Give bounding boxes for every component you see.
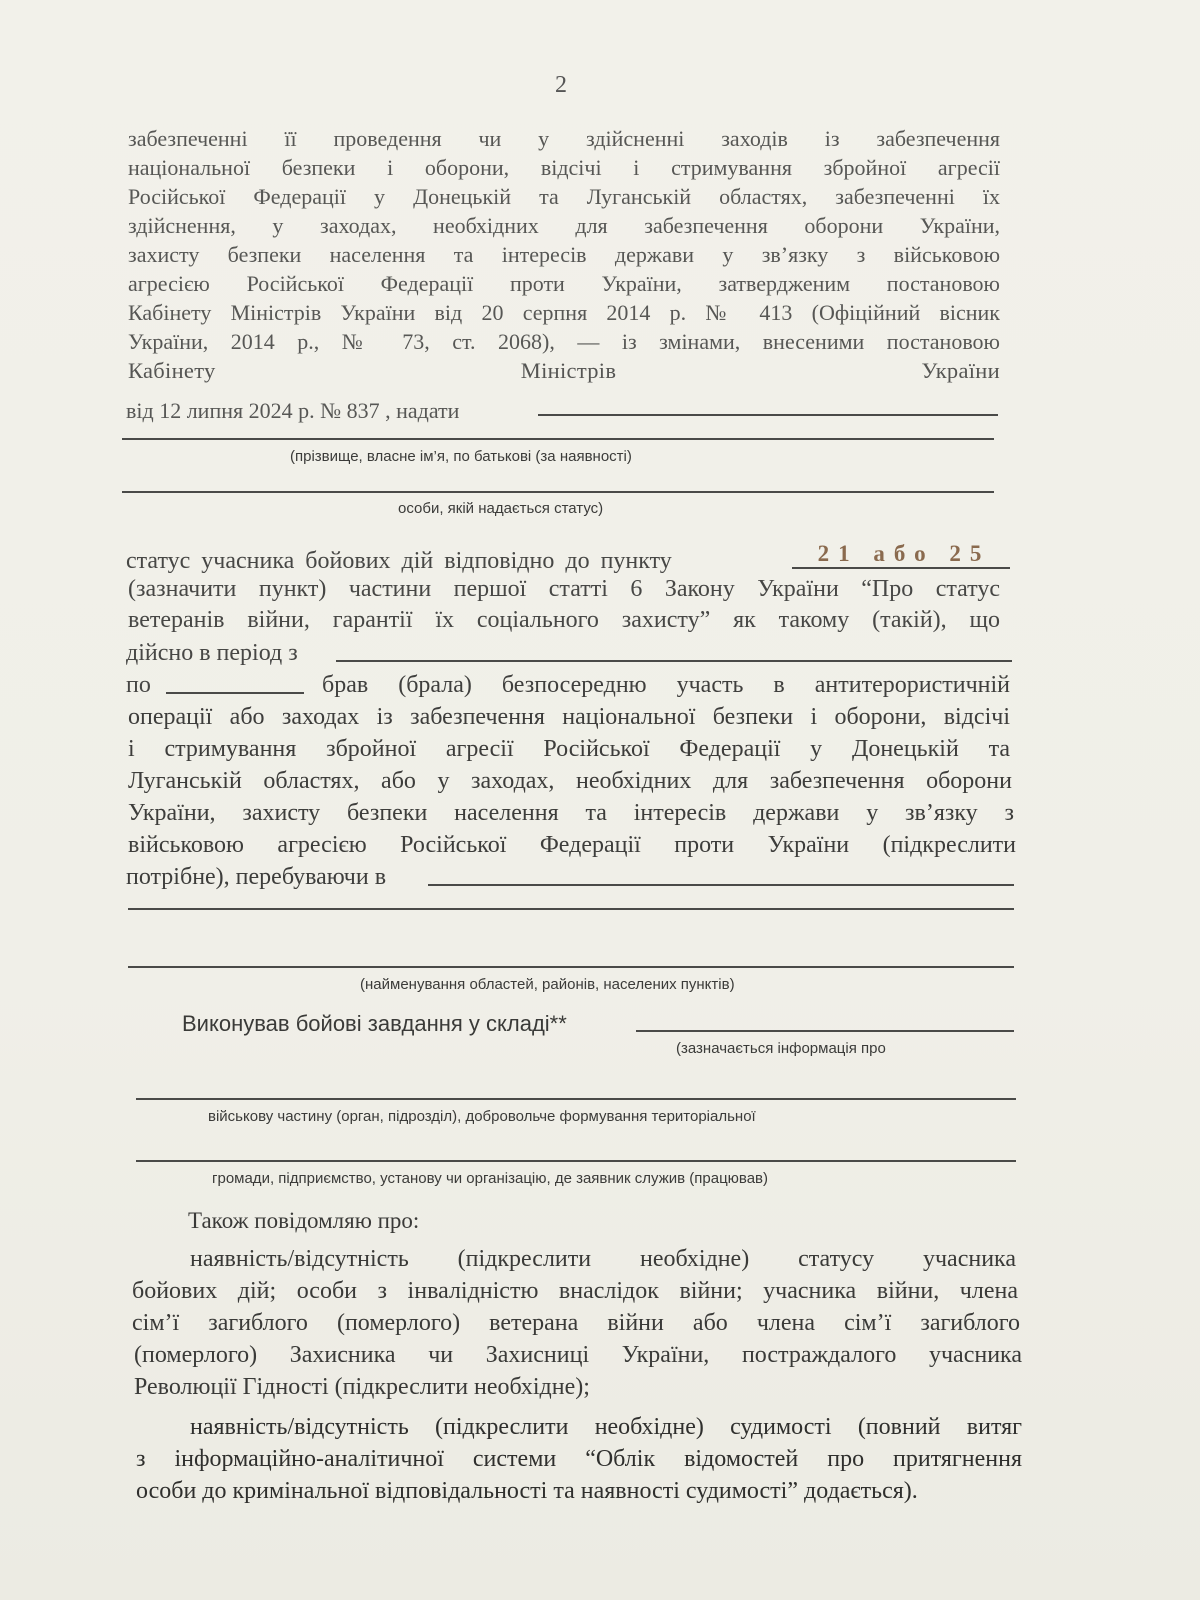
location-fill-line-3	[128, 966, 1014, 968]
caption-regions: (найменування областей, районів, населених пунктів)	[360, 976, 735, 993]
caption-name: (прізвище, власне ім’я, по батькові (за наявності)	[290, 448, 632, 465]
para2-line: України, захисту безпеки населення та інтересів держави у зв’язку з	[128, 800, 1014, 826]
caption-person: особи, якій надається статус)	[398, 500, 604, 517]
para1-line-spaced	[128, 358, 1000, 388]
word: Міністрів	[520, 358, 617, 383]
para2-line: ветеранів війни, гарантії їх соціального захисту” як такому (такій), що	[128, 607, 1000, 633]
para2-line11: потрібне), перебуваючи в	[126, 864, 387, 890]
combat-fill-line	[636, 1030, 1014, 1032]
name-fill-line-2	[122, 438, 994, 440]
location-fill-line-1	[428, 884, 1014, 886]
para1-line: Російської Федерації у Донецькій та Луганській областях, забезпеченні їх	[128, 184, 1000, 209]
para2-line: і стримування збройної агресії Російської Федерації у Донецькій та	[128, 736, 1010, 762]
name-fill-line-1	[538, 414, 998, 416]
unit-fill-line-1	[136, 1098, 1016, 1100]
para1-line: національної безпеки і оборони, відсічі і стримування збройної агресії	[128, 155, 1000, 180]
para1-line: Кабінету Міністрів України від 20 серпня 2014 р. № 413 (Офіційний вісник	[128, 300, 1000, 325]
para1-line: України, 2014 р., № 73, ст. 2068), — із змінами, внесеними постановою	[128, 329, 1000, 354]
point-underline	[792, 567, 1010, 569]
para2-line1: статус учасника бойових дій відповідно до пункту	[126, 548, 672, 574]
para3-line: бойових дій; особи з інвалідністю внаслідок війни; учасника війни, члена	[132, 1278, 1018, 1304]
period-from-label: дійсно в період з	[126, 640, 298, 666]
para1-last-line: від 12 липня 2024 р. № 837 , надати	[126, 398, 460, 423]
para1-line: здійснення, у заходах, необхідних для забезпечення оборони України,	[128, 213, 1000, 238]
also-inform-heading: Також повідомляю про:	[188, 1208, 420, 1233]
word: України	[921, 358, 1000, 383]
period-from-line	[336, 660, 1012, 662]
para3-line: (померлого) Захисника чи Захисниці України, постраждалого учасника	[134, 1342, 1022, 1368]
combat-label: Виконував бойові завдання у складі**	[182, 1011, 567, 1036]
page-number: 2	[555, 72, 567, 98]
para1-line: забезпеченні її проведення чи у здійсненні заходів із забезпечення	[128, 126, 1000, 151]
point-value: 21 або 25	[817, 541, 991, 566]
caption-info-2: військову частину (орган, підрозділ), добровольче формування територіальної	[208, 1108, 756, 1125]
caption-info-3: громади, підприємство, установу чи організацію, де заявник служив (працював)	[212, 1170, 769, 1187]
period-to-line	[166, 692, 304, 694]
para4-line: наявність/відсутність (підкреслити необхідне) судимості (повний витяг	[190, 1414, 1022, 1440]
para3-line: наявність/відсутність (підкреслити необхідне) статусу учасника	[190, 1246, 1016, 1272]
para2-line: операції або заходах із забезпечення національної безпеки і оборони, відсічі	[128, 704, 1010, 730]
para3-line: сім’ї загиблого (померлого) ветерана війни або члена сім’ї загиблого	[132, 1310, 1020, 1336]
word: Кабінету	[128, 358, 216, 383]
location-fill-line-2	[128, 908, 1014, 910]
para3-last-line: Революції Гідності (підкреслити необхідне);	[134, 1374, 590, 1400]
para2-line: (зазначити пункт) частини першої статті 6 Закону України “Про статус	[128, 576, 1000, 602]
para2-line5: брав (брала) безпосередню участь в антитерористичній	[322, 672, 1010, 698]
person-fill-line	[122, 491, 994, 493]
para2-line: військовою агресією Російської Федерації проти України (підкреслити	[128, 832, 1016, 858]
caption-info-1: (зазначається інформація про	[676, 1040, 886, 1057]
period-to-label: по	[126, 672, 151, 698]
para2-line: Луганській областях, або у заходах, необхідних для забезпечення оборони	[128, 768, 1012, 794]
para1-line: агресією Російської Федерації проти України, затвердженим постановою	[128, 271, 1000, 296]
para1-line: захисту безпеки населення та інтересів держави у зв’язку з військовою	[128, 242, 1000, 267]
para4-last-line: особи до кримінальної відповідальності та наявності судимості” додається).	[136, 1478, 918, 1504]
unit-fill-line-2	[136, 1160, 1016, 1162]
para4-line: з інформаційно-аналітичної системи “Облік відомостей про притягнення	[136, 1446, 1022, 1472]
